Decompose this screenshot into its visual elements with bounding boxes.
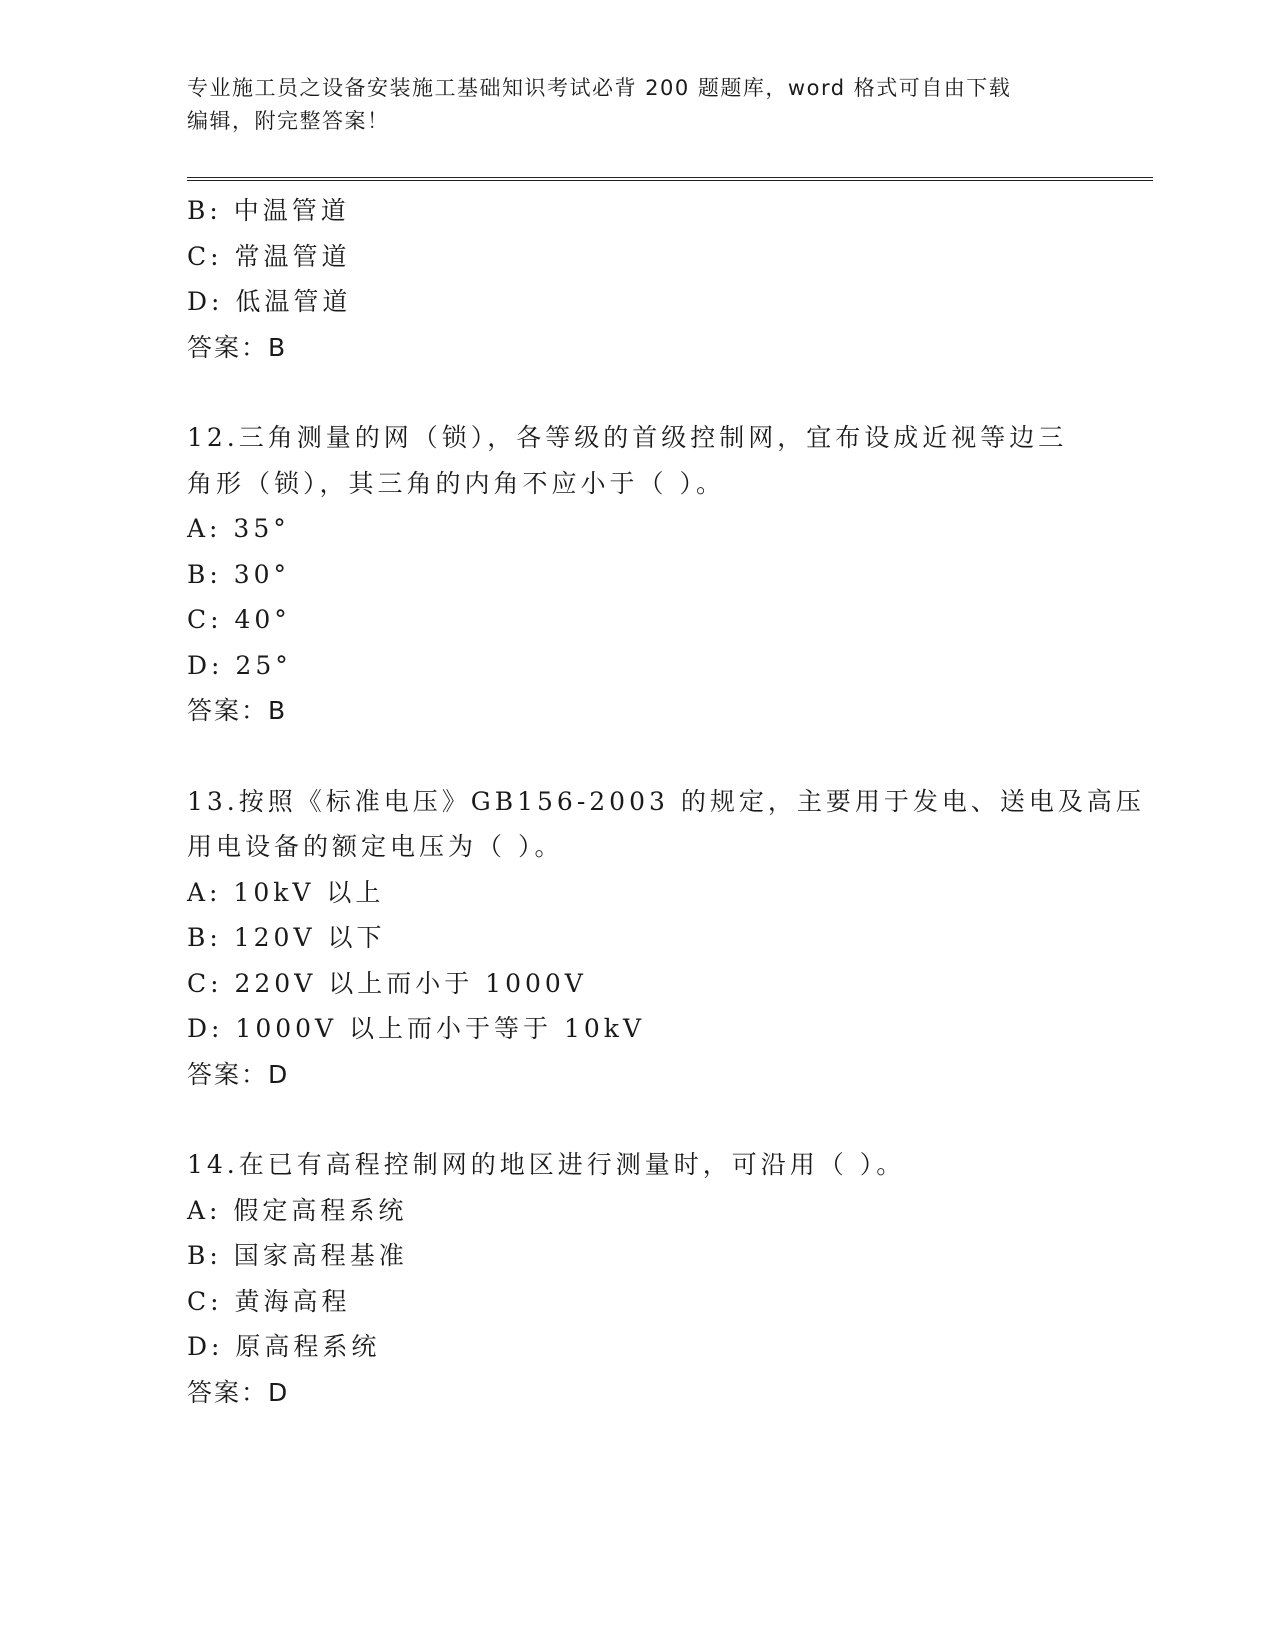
- answer: 答案：D: [187, 1059, 290, 1089]
- answer: 答案：D: [187, 1377, 290, 1407]
- option-d: D: 25°: [187, 650, 292, 680]
- option-a: A: 10kV 以上: [187, 877, 385, 907]
- option-b: B: 30°: [187, 559, 291, 589]
- option-a: A: 假定高程系统: [187, 1195, 408, 1225]
- option-b: B: 120V 以下: [187, 923, 386, 952]
- option-c: C: 黄海高程: [187, 1286, 351, 1316]
- question-14: [187, 1142, 1107, 1415]
- answer: 答案：B: [187, 696, 288, 725]
- option-c: C: 常温管道: [187, 241, 351, 271]
- question-stem: 12.三角测量的网（锁），各等级的首级控制网，宜布设成近视等边三: [187, 423, 1068, 452]
- header-line: 专业施工员之设备安装施工基础知识考试必背 200 题题库，word 格式可自由下载: [187, 76, 1012, 100]
- spacer: [187, 734, 1107, 779]
- option-d: D: 1000V 以上而小于等于 10kV: [187, 1014, 645, 1043]
- spacer: [187, 370, 1107, 415]
- page-header: [187, 72, 1087, 138]
- option-c: C: 220V 以上而小于 1000V: [187, 968, 587, 998]
- answer: 答案：B: [187, 332, 288, 362]
- question-stem: 角形（锁），其三角的内角不应小于（ ）。: [187, 468, 725, 498]
- spacer: [187, 1097, 1107, 1142]
- document-body: [187, 188, 1145, 1415]
- question-13: [187, 779, 1145, 1098]
- option-c: C: 40°: [187, 605, 291, 634]
- option-b: B: 中温管道: [187, 196, 350, 225]
- option-d: D: 原高程系统: [187, 1332, 381, 1361]
- header-divider: [187, 177, 1153, 181]
- partial-question-11: [187, 188, 1107, 370]
- option-b: B: 国家高程基准: [187, 1241, 408, 1270]
- option-a: A: 35°: [187, 514, 290, 543]
- header-line: 编辑，附完整答案！: [187, 109, 390, 133]
- question-stem: 用电设备的额定电压为（ ）。: [187, 832, 564, 861]
- option-d: D: 低温管道: [187, 287, 352, 316]
- question-stem: 14.在已有高程控制网的地区进行测量时，可沿用（ ）。: [187, 1150, 906, 1179]
- question-12: [187, 415, 1107, 734]
- question-stem: 13.按照《标准电压》GB156-2003 的规定，主要用于发电、送电及高压: [187, 786, 1145, 816]
